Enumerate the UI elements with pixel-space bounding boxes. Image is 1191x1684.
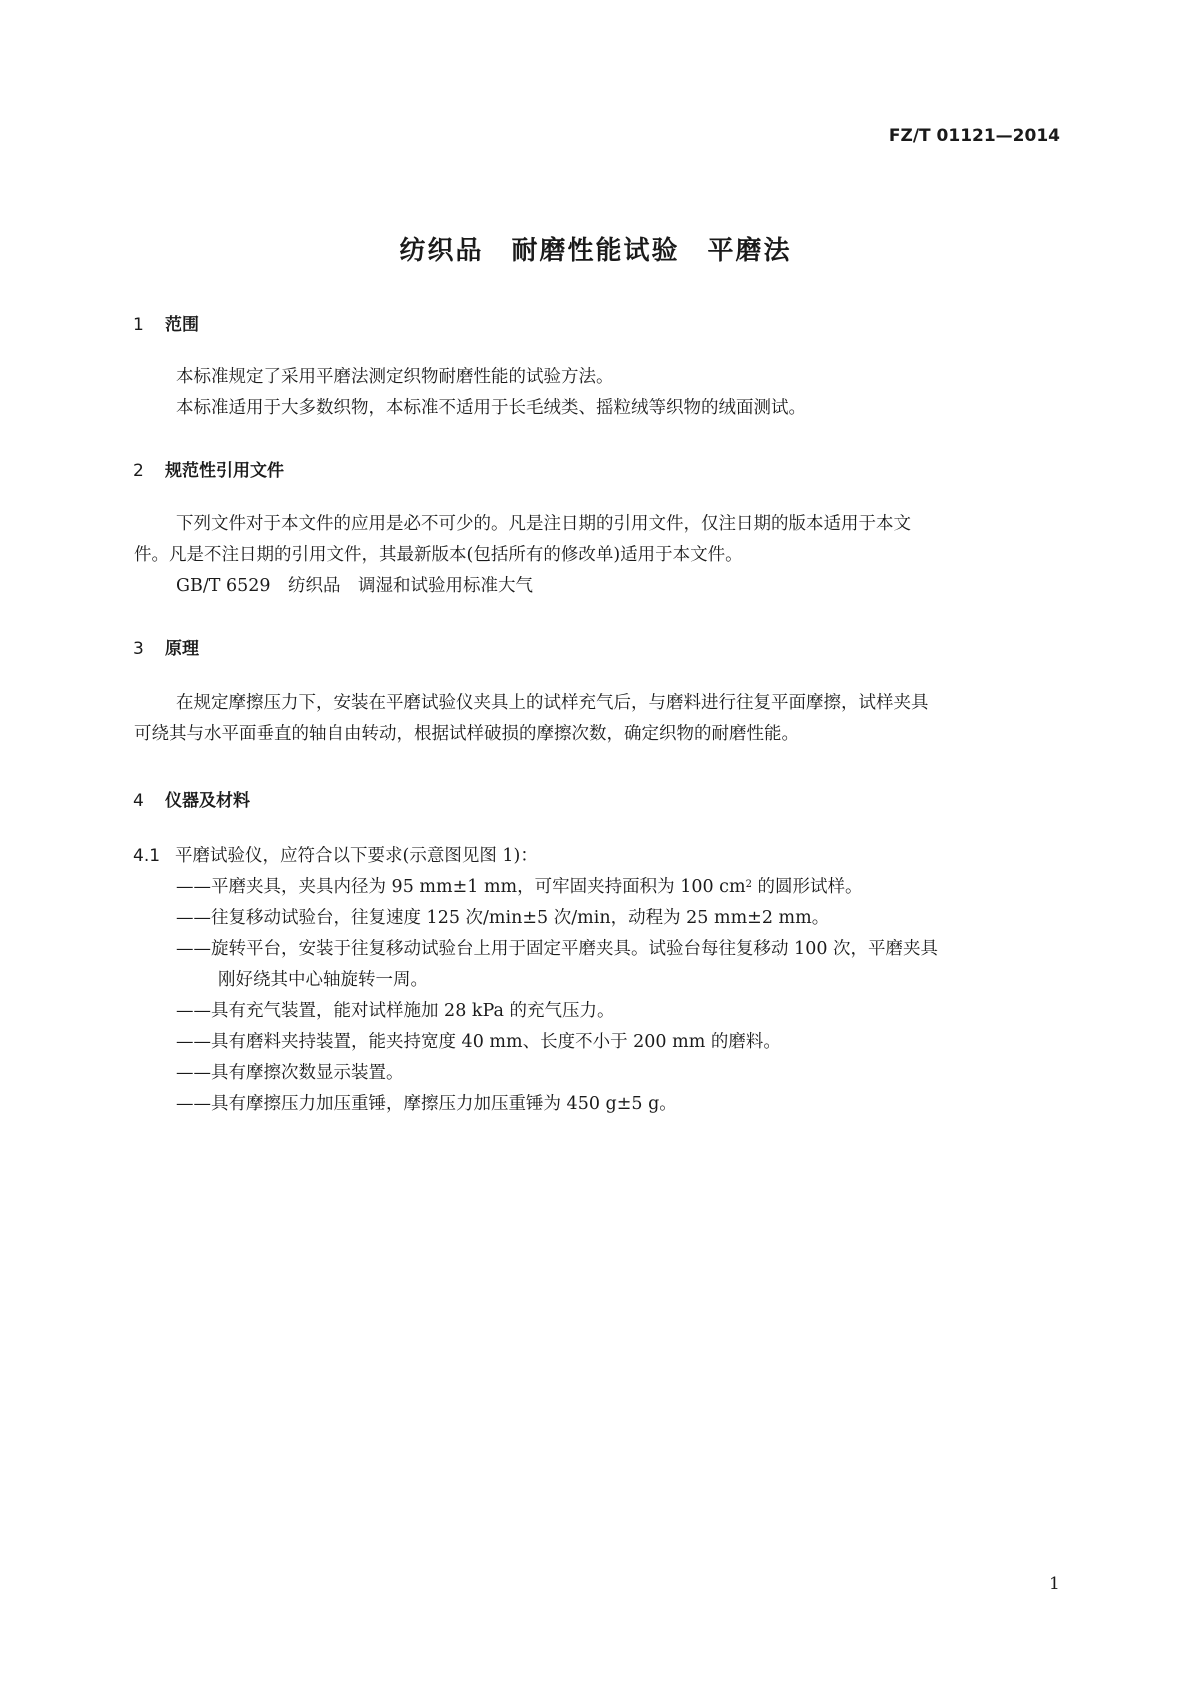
list-item-text: ——平磨夹具，夹具内径为 95 mm±1 mm，可牢固夹持面积为 100 cm: [176, 877, 746, 897]
list-item-continuation: 刚好绕其中心轴旋转一周。: [218, 970, 428, 990]
list-item: ——旋转平台，安装于往复移动试验台上用于固定平磨夹具。试验台每往复移动 100 次，平磨夹具: [176, 939, 939, 959]
paragraph: 本标准适用于大多数织物，本标准不适用于长毛绒类、摇粒绒等织物的绒面测试。: [176, 398, 806, 418]
section-title: 原理: [165, 639, 199, 659]
clause-number: 4.1: [133, 846, 161, 866]
list-item: ——具有摩擦次数显示装置。: [176, 1063, 404, 1083]
paragraph-line: 可绕其与水平面垂直的轴自由转动，根据试样破损的摩擦次数，确定织物的耐磨性能。: [134, 724, 799, 744]
document-title: 纺织品 耐磨性能试验 平磨法: [399, 236, 792, 266]
reference-entry: GB/T 6529 纺织品 调湿和试验用标准大气: [176, 576, 534, 596]
superscript: 2: [745, 879, 752, 890]
section-heading-scope: [133, 310, 199, 335]
list-item: ——具有充气装置，能对试样施加 28 kPa 的充气压力。: [176, 1001, 615, 1021]
section-number: 2: [133, 461, 144, 481]
paragraph: 本标准规定了采用平磨法测定织物耐磨性能的试验方法。: [176, 367, 614, 387]
section-title: 规范性引用文件: [165, 461, 284, 481]
section-number: 3: [133, 639, 144, 659]
paragraph-line: 在规定摩擦压力下，安装在平磨试验仪夹具上的试样充气后，与磨料进行往复平面摩擦，试样夹具: [176, 693, 929, 713]
list-item: ——具有磨料夹持装置，能夹持宽度 40 mm、长度不小于 200 mm 的磨料。: [176, 1032, 781, 1052]
section-heading-principle: [133, 634, 199, 659]
standard-code: FZ/T 01121—2014: [888, 126, 1060, 146]
list-item: ——往复移动试验台，往复速度 125 次/min±5 次/min，动程为 25 mm±2 mm。: [176, 908, 830, 928]
clause-text: 平磨试验仪，应符合以下要求(示意图见图 1)：: [175, 846, 538, 866]
section-number: 1: [133, 315, 144, 335]
section-number: 4: [133, 791, 144, 811]
list-item: [176, 872, 863, 902]
section-heading-apparatus: [133, 786, 250, 811]
section-heading-normative-references: [133, 456, 284, 481]
section-title: 范围: [165, 315, 199, 335]
list-item-text-tail: 的圆形试样。: [751, 877, 863, 897]
list-item: ——具有摩擦压力加压重锤，摩擦压力加压重锤为 450 g±5 g。: [176, 1094, 677, 1114]
clause-4-1: [133, 841, 538, 871]
page-number: 1: [1049, 1574, 1060, 1594]
paragraph-line: 件。凡是不注日期的引用文件，其最新版本(包括所有的修改单)适用于本文件。: [134, 545, 743, 565]
section-title: 仪器及材料: [165, 791, 250, 811]
paragraph-line: 下列文件对于本文件的应用是必不可少的。凡是注日期的引用文件，仅注日期的版本适用于本文: [176, 514, 911, 534]
